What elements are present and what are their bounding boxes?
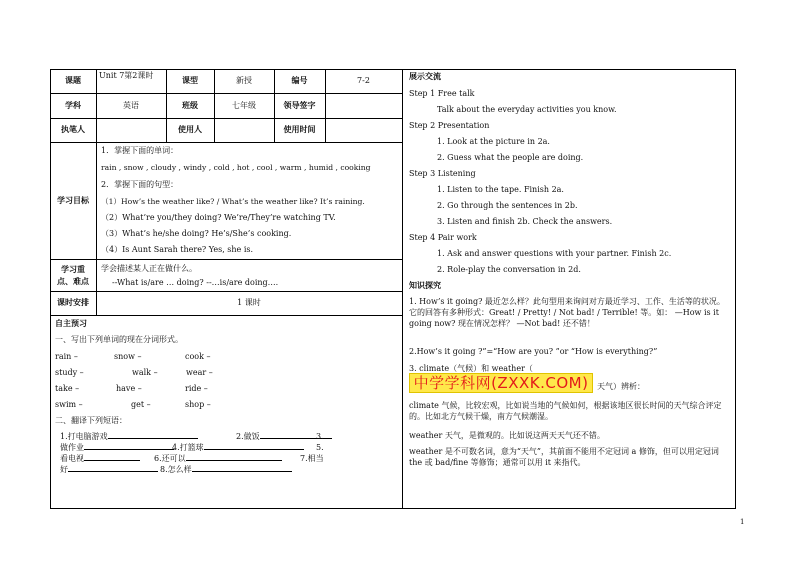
schedule-value: 1 课时 (237, 298, 261, 307)
verb-take: take – (55, 384, 80, 393)
step-4-a: 1. Ask and answer questions with your partner. Finish 2c. (437, 249, 672, 258)
step-3: Step 3 Listening (409, 169, 476, 178)
knowledge-4: climate 气候，比较宏观，比如说当地的气候如何，根据该地区很长时间的天气综合评定的。比如北方气候干燥，南方气候潮湿。 (409, 401, 722, 421)
zxxk-watermark-logo (409, 373, 593, 393)
topic-value: Unit 7第2课时 (99, 71, 154, 80)
step-2: Step 2 Presentation (409, 121, 490, 130)
row-line (50, 93, 402, 94)
right-title: 展示交流 (409, 72, 441, 81)
knowledge-6: weather 是不可数名词，意为“天气”，其前面不能用不定冠词 a 修饰，但可以用定冠词 the 或 bad/fine 等修饰；通常可以用 it 来指代。 (409, 447, 719, 467)
row-line (50, 118, 402, 119)
step-2-a: 1. Look at the picture in 2a. (437, 137, 550, 146)
keypoints-line-2: --What is/are … doing? --…is/are doing…. (112, 278, 279, 287)
goals-line-2: 2．掌握下面的句型： (101, 180, 179, 189)
verb-walk: walk – (132, 368, 158, 377)
phrase-2: 2.做饭 (236, 432, 332, 442)
row-line (50, 315, 402, 316)
goals-sentence-2: （2）What’re you/they doing? We’re/They’re watching TV. (101, 213, 336, 222)
phrase-6: 6.还可以 (154, 454, 282, 464)
preview-q2: 二、翻译下列短语： (55, 416, 127, 425)
keypoints-label-2: 点、难点 (57, 277, 89, 286)
verb-study: study – (55, 368, 84, 377)
subject-value: 英语 (123, 101, 139, 110)
step-4: Step 4 Pair work (409, 233, 477, 242)
watermark-text: 中学学科网(ZXXK.COM) (413, 374, 589, 392)
phrase-4: 4.打篮球 (172, 443, 304, 453)
goals-label: 学习目标 (57, 196, 89, 205)
phrase-5-number: 5. (316, 443, 324, 452)
knowledge-title: 知识探究 (409, 281, 441, 290)
number-label: 编号 (291, 76, 308, 85)
topic-label: 课题 (65, 76, 81, 85)
author-label: 执笔人 (61, 125, 85, 134)
user-label: 使用人 (178, 125, 202, 134)
subject-label: 学科 (65, 101, 81, 110)
step-3-b: 2. Go through the sentences in 2b. (437, 201, 578, 210)
goals-line-1: 1．掌握下面的单词： (101, 146, 179, 155)
step-1: Step 1 Free talk (409, 89, 475, 98)
knowledge-1: 1. How’s it going? 最近怎么样？此句型用来询问对方最近学习、工作、生活等的状况。它的回答有多种形式：Great! / Pretty! / Not bad! / Terrible! 等。如： —How is it going now? 现在情况怎样？ —Not bad! 还不错！ (409, 297, 725, 328)
phrase-1: 1.打电脑游戏 (60, 432, 198, 442)
step-2-b: 2. Guess what the people are doing. (437, 153, 584, 162)
phrase-8: 8.怎么样 (160, 465, 292, 475)
verb-get: get – (131, 400, 151, 409)
knowledge-3-end: 天气）辨析： (597, 382, 645, 391)
use-time-label: 使用时间 (283, 125, 316, 134)
preview-q1: 一、写出下列单词的现在分词形式。 (55, 335, 183, 344)
verb-cook: cook – (185, 352, 211, 361)
page-number: 1 (740, 518, 745, 526)
goals-sentence-4: （4）Is Aunt Sarah there? Yes, she is. (101, 245, 254, 254)
number-value: 7-2 (357, 76, 370, 85)
step-4-b: 2. Role-play the conversation in 2d. (437, 265, 581, 274)
schedule-label: 课时安排 (57, 298, 89, 307)
column-divider (402, 69, 403, 509)
goals-sentence-1: （1）How’s the weather like? / What’s the weather like? It’s raining. (101, 197, 365, 206)
leader-sign-label: 领导签字 (283, 101, 316, 110)
goals-sentence-3: （3）What’s he/she doing? He’s/She’s cooking. (101, 229, 292, 238)
verb-shop: shop – (185, 400, 211, 409)
phrase-3: 做作业 (60, 443, 174, 453)
goals-words: rain , snow , cloudy , windy , cold , hot , cool , warm , humid , cooking (101, 163, 371, 172)
verb-wear: wear – (186, 368, 213, 377)
verb-swim: swim – (55, 400, 83, 409)
knowledge-3: 3. climate（气候）和 weather（ (409, 364, 533, 373)
type-label: 课型 (182, 76, 198, 85)
verb-rain: rain – (55, 352, 78, 361)
row-line (50, 142, 402, 143)
verb-ride: ride – (185, 384, 208, 393)
verb-snow: snow – (114, 352, 142, 361)
phrase-7-number: 7.相当 (300, 454, 324, 463)
preview-title: 自主预习 (55, 319, 87, 328)
keypoints-line-1: 学会描述某人正在做什么。 (101, 264, 197, 273)
phrase-7: 好 (60, 465, 158, 475)
row-line (50, 291, 402, 292)
knowledge-5: weather 天气，是微观的。比如说这两天天气还不错。 (409, 431, 605, 440)
type-value: 新授 (236, 76, 252, 85)
grade-label: 班级 (182, 101, 198, 110)
verb-have: have – (116, 384, 142, 393)
step-1-a: Talk about the everyday activities you know. (437, 105, 617, 114)
grade-value: 七年级 (232, 101, 256, 110)
knowledge-2: 2.How’s it going ?”=“How are you? ”or “How is everything?” (409, 347, 658, 356)
row-line (50, 259, 402, 260)
phrase-5: 看电视 (60, 454, 140, 464)
keypoints-label-1: 学习重 (61, 265, 85, 274)
phrase-3-number: 3. (316, 432, 324, 441)
step-3-a: 1. Listen to the tape. Finish 2a. (437, 185, 564, 194)
step-3-c: 3. Listen and finish 2b. Check the answers. (437, 217, 613, 226)
